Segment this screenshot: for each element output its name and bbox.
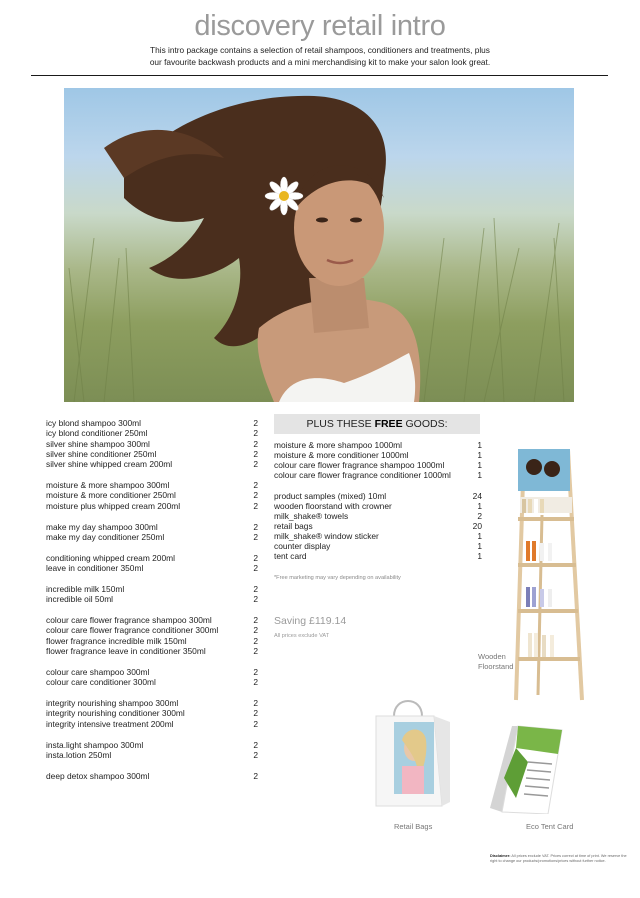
item-name: insta.lotion 250ml [46, 749, 112, 760]
item-quantity: 2 [253, 448, 258, 459]
item-quantity: 2 [253, 418, 258, 428]
list-item [274, 440, 482, 450]
item-quantity: 24 [472, 491, 482, 501]
list-item [46, 719, 258, 729]
list-item [46, 646, 258, 656]
item-quantity: 1 [477, 440, 482, 450]
list-group [274, 440, 482, 480]
list-item [46, 636, 258, 646]
item-quantity: 2 [253, 718, 258, 729]
item-name: icy blond shampoo 300ml [46, 418, 141, 428]
list-item [46, 708, 258, 718]
item-name: insta.light shampoo 300ml [46, 739, 144, 750]
item-name: integrity nourishing conditioner 300ml [46, 708, 185, 719]
tent-card-label: Eco Tent Card [526, 822, 574, 831]
list-item [46, 698, 258, 708]
list-group [46, 740, 258, 761]
item-name: retail bags [274, 521, 313, 531]
item-quantity: 2 [253, 749, 258, 760]
item-name: colour care flower fragrance conditioner 1000ml [274, 470, 451, 480]
retail-product-list [46, 418, 258, 792]
item-quantity: 1 [477, 531, 482, 541]
item-quantity: 1 [477, 551, 482, 561]
list-item [46, 480, 258, 490]
item-quantity: 2 [253, 677, 258, 688]
item-name: colour care flower fragrance shampoo 300ml [46, 615, 212, 626]
list-item [46, 501, 258, 511]
prices-note: All prices exclude VAT [274, 633, 330, 639]
list-item [46, 584, 258, 594]
list-group [274, 491, 482, 561]
list-item [46, 532, 258, 542]
list-item [46, 615, 258, 625]
intro-line-2: our favourite backwash products and a mini merchandising kit to make your salon look great. [149, 56, 491, 67]
item-name: deep detox shampoo 300ml [46, 770, 150, 781]
item-quantity: 2 [477, 511, 482, 521]
intro-text [60, 45, 580, 68]
item-name: tent card [274, 551, 307, 561]
list-item [274, 531, 482, 541]
list-group [46, 418, 258, 469]
item-name: milk_shake® towels [274, 511, 349, 521]
list-item [46, 428, 258, 438]
list-item [46, 553, 258, 563]
item-quantity: 2 [253, 490, 258, 501]
floorstand-label-line-2: Floorstand [478, 662, 514, 671]
item-name: integrity nourishing shampoo 300ml [46, 698, 179, 709]
item-quantity: 2 [253, 552, 258, 563]
item-quantity: 2 [253, 583, 258, 594]
item-quantity: 2 [253, 625, 258, 636]
list-item [274, 541, 482, 551]
item-quantity: 2 [253, 594, 258, 605]
marketing-note: *Free marketing may vary depending on availability [274, 575, 401, 581]
item-name: counter display [274, 541, 331, 551]
list-item [46, 459, 258, 469]
item-quantity: 2 [253, 500, 258, 511]
item-name: conditioning whipped cream 200ml [46, 552, 175, 563]
item-name: integrity intensive treatment 200ml [46, 718, 174, 729]
list-item [274, 491, 482, 501]
item-quantity: 1 [477, 450, 482, 460]
item-name: icy blond conditioner 250ml [46, 428, 148, 439]
list-item [274, 470, 482, 480]
item-name: make my day conditioner 250ml [46, 531, 165, 542]
list-item [46, 667, 258, 677]
list-item [46, 750, 258, 760]
list-item [46, 563, 258, 573]
item-name: incredible milk 150ml [46, 583, 125, 594]
item-quantity: 2 [253, 635, 258, 646]
hero-photo [64, 88, 574, 402]
free-goods-header [274, 414, 480, 434]
list-item [46, 625, 258, 635]
item-name: incredible oil 50ml [46, 594, 114, 605]
saving-amount: Saving £119.14 [274, 615, 347, 627]
floorstand-label [478, 652, 518, 672]
item-quantity: 2 [253, 531, 258, 542]
item-quantity: 2 [253, 698, 258, 709]
item-name: milk_shake® window sticker [274, 531, 379, 541]
item-quantity: 2 [253, 459, 258, 470]
item-quantity: 2 [253, 770, 258, 781]
list-item [46, 439, 258, 449]
item-name: moisture & more shampoo 300ml [46, 480, 170, 491]
list-item [46, 594, 258, 604]
item-quantity: 1 [477, 470, 482, 480]
list-group [46, 522, 258, 543]
item-quantity: 2 [253, 428, 258, 439]
disclaimer [490, 854, 630, 864]
item-name: silver shine shampoo 300ml [46, 438, 150, 449]
item-name: silver shine whipped cream 200ml [46, 459, 173, 470]
list-item [46, 490, 258, 500]
list-item [46, 740, 258, 750]
item-name: flower fragrance leave in conditioner 350ml [46, 646, 206, 657]
list-group [46, 667, 258, 688]
item-quantity: 20 [472, 521, 482, 531]
item-name: moisture & more conditioner 1000ml [274, 450, 409, 460]
item-name: product samples (mixed) 10ml [274, 491, 387, 501]
item-quantity: 2 [253, 563, 258, 574]
item-quantity: 1 [477, 501, 482, 511]
list-item [46, 449, 258, 459]
list-group [46, 584, 258, 605]
floorstand-image [514, 445, 586, 703]
item-name: make my day shampoo 300ml [46, 521, 158, 532]
item-name: wooden floorstand with crowner [274, 501, 392, 511]
header-divider [31, 75, 608, 76]
item-quantity: 2 [253, 438, 258, 449]
item-name: silver shine conditioner 250ml [46, 448, 157, 459]
list-item [46, 677, 258, 687]
floorstand-label-line-1: Wooden [478, 652, 506, 661]
item-quantity: 2 [253, 666, 258, 677]
free-goods-header-prefix: PLUS THESE [306, 418, 372, 430]
item-name: colour care flower fragrance conditioner 300ml [46, 625, 219, 636]
disclaimer-label: Disclaimer: [490, 854, 511, 858]
hero-illustration [64, 88, 574, 402]
list-item [46, 418, 258, 428]
item-quantity: 2 [253, 708, 258, 719]
item-name: moisture & more shampoo 1000ml [274, 440, 403, 450]
item-name: moisture & more conditioner 250ml [46, 490, 176, 501]
list-item [274, 501, 482, 511]
retail-bags-label: Retail Bags [394, 822, 433, 831]
item-quantity: 1 [477, 460, 482, 470]
disclaimer-text: All prices exclude VAT. Prices correct at time of print. We reserve the right to change our products/promotions/prices without further notice. [490, 854, 627, 863]
list-group [46, 771, 258, 781]
list-item [274, 521, 482, 531]
item-quantity: 2 [253, 615, 258, 626]
free-goods-header-suffix: GOODS: [405, 418, 448, 430]
item-name: colour care conditioner 300ml [46, 677, 156, 688]
item-quantity: 2 [253, 646, 258, 657]
item-name: flower fragrance incredible milk 150ml [46, 635, 187, 646]
item-quantity: 1 [477, 541, 482, 551]
list-item [274, 511, 482, 521]
list-item [274, 450, 482, 460]
item-quantity: 2 [253, 739, 258, 750]
list-group [46, 698, 258, 729]
item-name: moisture plus whipped cream 200ml [46, 500, 181, 511]
free-goods-header-bold: FREE [374, 418, 403, 430]
list-group [46, 480, 258, 511]
list-item [274, 551, 482, 561]
free-goods-list [274, 440, 482, 572]
list-item [46, 771, 258, 781]
intro-line-1: This intro package contains a selection of retail shampoos, conditioners and treatments, plus [150, 45, 490, 55]
item-quantity: 2 [253, 521, 258, 532]
page-title: discovery retail intro [194, 10, 446, 42]
retail-bag-image [372, 696, 454, 814]
list-item [274, 460, 482, 470]
list-item [46, 522, 258, 532]
item-name: colour care flower fragrance shampoo 1000ml [274, 460, 445, 470]
list-group [46, 553, 258, 574]
item-name: leave in conditioner 350ml [46, 563, 144, 574]
item-quantity: 2 [253, 480, 258, 491]
list-group [46, 615, 258, 656]
item-name: colour care shampoo 300ml [46, 666, 150, 677]
tent-card-image [482, 718, 566, 814]
